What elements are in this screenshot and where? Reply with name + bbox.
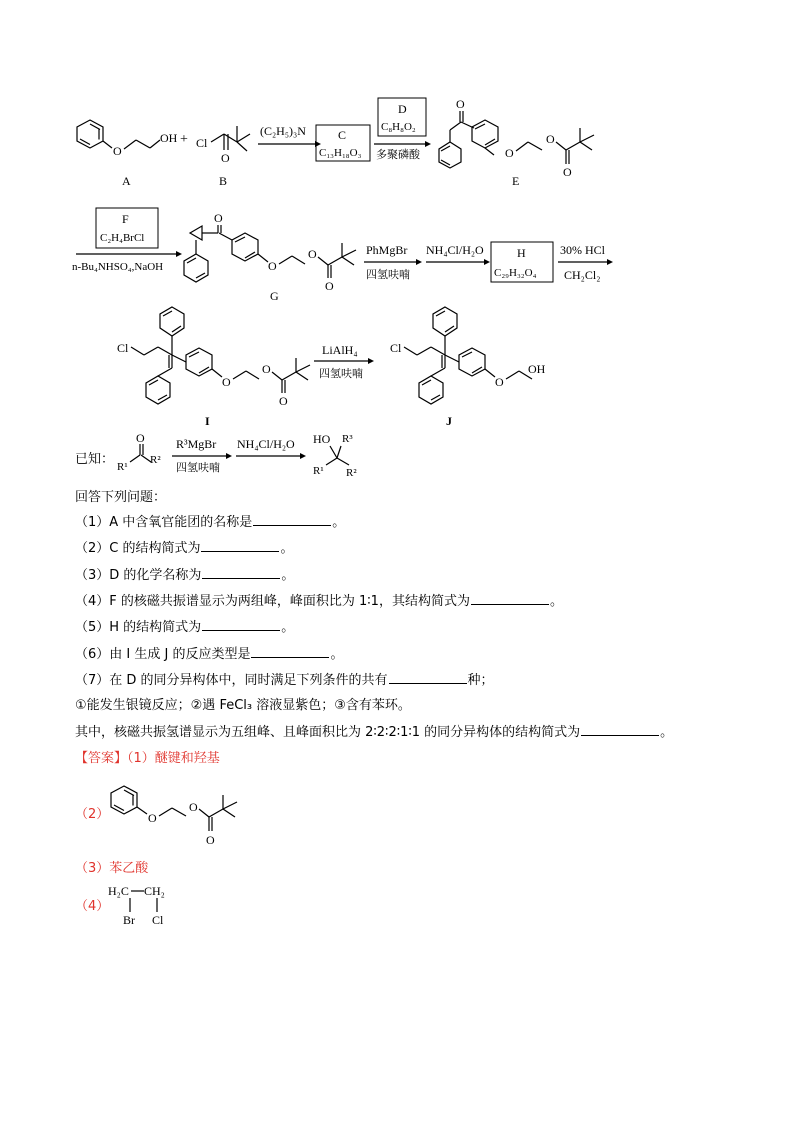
question-1: （1）A 中含氧官能团的名称是 。 bbox=[75, 515, 346, 530]
G-o-ketone: O bbox=[214, 211, 223, 225]
answer-3: （3）苯乙酸 bbox=[75, 861, 149, 876]
G-label: G bbox=[270, 289, 279, 303]
A-label: A bbox=[122, 174, 131, 188]
answer-blank-3[interactable] bbox=[202, 566, 280, 579]
answer-blank-4[interactable] bbox=[471, 592, 549, 605]
arrow-2-reagent: 多聚磷酸 bbox=[376, 148, 420, 161]
answer-blank-7a[interactable] bbox=[389, 671, 467, 684]
known-reagent-bottom: 四氢呋喃 bbox=[176, 461, 220, 474]
question-7-conditions: ①能发生银镜反应；②遇 FeCl₃ 溶液显紫色；③含有苯环。 bbox=[75, 698, 411, 713]
A-o-atom: O bbox=[113, 144, 122, 158]
J-oh-group: OH bbox=[528, 362, 546, 376]
I-o-carbonyl: O bbox=[279, 394, 288, 408]
H-box-formula: C₂₉H₃₂O₄ bbox=[494, 267, 537, 279]
known-o: O bbox=[136, 431, 145, 445]
I-label: I bbox=[205, 414, 210, 428]
E-o-atom-ketone: O bbox=[456, 97, 465, 111]
answer-4-label: （4） bbox=[75, 899, 110, 914]
answer-blank-6[interactable] bbox=[251, 645, 329, 658]
compound-E bbox=[439, 97, 594, 188]
arrow-3-reagent: n-Bu₄NHSO₄,NaOH bbox=[72, 261, 164, 273]
known-r2: R² bbox=[150, 454, 161, 466]
arrow-4-reagent-bottom: 四氢呋喃 bbox=[366, 268, 410, 281]
D-box-formula: C₈H₈O₂ bbox=[381, 121, 416, 133]
compound-B bbox=[196, 126, 250, 188]
I-o-ether: O bbox=[222, 375, 231, 389]
compound-A bbox=[77, 120, 178, 188]
D-box-label: D bbox=[398, 102, 407, 116]
answer-2-label: （2） bbox=[75, 807, 110, 822]
G-o-ester: O bbox=[308, 247, 317, 261]
E-o-ether: O bbox=[505, 146, 514, 160]
a2-o-ester: O bbox=[189, 800, 198, 814]
arrow-4-reagent-top: PhMgBr bbox=[366, 243, 408, 257]
compound-D-box bbox=[378, 98, 426, 136]
answer-1: 【答案】（1）醚键和羟基 bbox=[75, 751, 220, 766]
G-o-ether: O bbox=[268, 259, 277, 273]
known-r1: R¹ bbox=[117, 461, 128, 473]
B-cl-atom: Cl bbox=[196, 136, 208, 150]
reaction-scheme bbox=[0, 0, 800, 500]
compound-H-box bbox=[491, 242, 553, 282]
compound-C-box bbox=[316, 125, 370, 161]
J-label: J bbox=[446, 414, 452, 428]
answer-tag: 【答案】 bbox=[75, 751, 128, 766]
question-7: （7）在 D 的同分异构体中，同时满足下列条件的共有 种； bbox=[75, 673, 494, 688]
question-2: （2）C 的结构简式为 。 bbox=[75, 541, 294, 556]
arrow-1-reagent: (C₂H₅)₃N bbox=[260, 124, 306, 138]
answer-blank-2[interactable] bbox=[201, 539, 279, 552]
C-box-label: C bbox=[338, 128, 347, 142]
B-label: B bbox=[219, 174, 228, 188]
known-reagent-top: R³MgBr bbox=[176, 437, 217, 451]
question-5: （5）H 的结构简式为 。 bbox=[75, 620, 295, 635]
known-label: 已知： bbox=[75, 452, 115, 467]
I-o-ester: O bbox=[262, 362, 271, 376]
arrow-5-reagent: NH₄Cl/H₂O bbox=[426, 243, 484, 257]
arrow-6-reagent-top: 30% HCl bbox=[560, 243, 605, 257]
compound-G bbox=[184, 211, 356, 303]
known-reaction bbox=[75, 431, 357, 479]
question-6: （6）由 I 生成 J 的反应类型是 。 bbox=[75, 647, 344, 662]
I-cl-atom: Cl bbox=[117, 341, 129, 355]
a4-ch2: CH₂ bbox=[144, 884, 165, 898]
answer-blank-7b[interactable] bbox=[581, 723, 659, 736]
arrow-7-reagent-bottom: 四氢呋喃 bbox=[319, 367, 363, 380]
J-o-ether: O bbox=[495, 375, 504, 389]
a4-br: Br bbox=[123, 913, 135, 927]
question-7-followup: 其中，核磁共振氢谱显示为五组峰、且峰面积比为 2∶2∶2∶1∶1 的同分异构体的结构简式为 。 bbox=[75, 725, 674, 740]
F-box-label: F bbox=[122, 212, 129, 226]
arrow-7-reagent-top: LiAlH₄ bbox=[322, 343, 358, 357]
compound-I bbox=[117, 307, 310, 428]
B-o-atom: O bbox=[221, 151, 230, 165]
known-r1-product: R¹ bbox=[313, 465, 324, 477]
known-r3: R³ bbox=[342, 433, 353, 445]
plus-sign: + bbox=[180, 132, 188, 147]
arrow-6-reagent-bottom: CH₂Cl₂ bbox=[564, 268, 601, 282]
E-label: E bbox=[512, 174, 520, 188]
compound-F-box bbox=[96, 208, 158, 248]
E-o-ester: O bbox=[546, 132, 555, 146]
questions-intro: 回答下列问题： bbox=[75, 490, 167, 505]
a4-cl: Cl bbox=[152, 913, 164, 927]
a2-o-carbonyl: O bbox=[206, 833, 215, 847]
answer-blank-1[interactable] bbox=[253, 513, 331, 526]
H-box-label: H bbox=[517, 246, 526, 260]
answer-2-structure bbox=[100, 778, 300, 858]
known-ho: HO bbox=[313, 432, 331, 446]
J-cl-atom: Cl bbox=[390, 341, 402, 355]
question-3: （3）D 的化学名称为 。 bbox=[75, 568, 295, 583]
F-box-formula: C₂H₄BrCl bbox=[100, 232, 145, 244]
a2-o-ether: O bbox=[148, 811, 157, 825]
G-o-carbonyl: O bbox=[325, 279, 334, 293]
question-4: （4）F 的核磁共振谱显示为两组峰，峰面积比为 1∶1，其结构简式为 。 bbox=[75, 594, 563, 609]
E-o-carbonyl: O bbox=[563, 165, 572, 179]
A-oh-group: OH bbox=[160, 131, 178, 145]
answer-4-structure bbox=[100, 880, 220, 930]
C-box-formula: C₁₃H₁₈O₃ bbox=[319, 147, 362, 159]
compound-J bbox=[390, 307, 546, 428]
known-r2-product: R² bbox=[346, 467, 357, 479]
answer-blank-5[interactable] bbox=[202, 618, 280, 631]
known-reagent-2: NH₄Cl/H₂O bbox=[237, 437, 295, 451]
a4-h2c: H₂C bbox=[108, 884, 129, 898]
